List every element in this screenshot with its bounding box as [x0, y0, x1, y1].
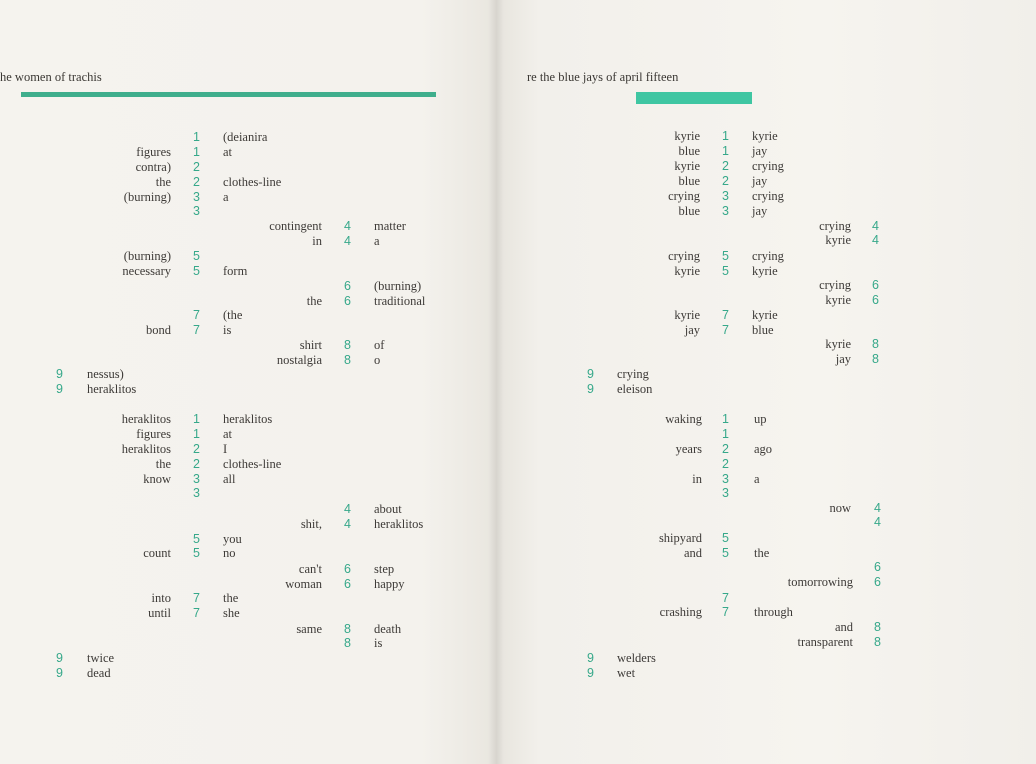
word: contra) [135, 160, 171, 174]
word: nessus) [87, 367, 124, 381]
word: kyrie [752, 264, 778, 278]
word: in [312, 234, 322, 248]
word: (deianira [223, 130, 268, 144]
line-number: 4 [344, 219, 351, 233]
line-number: 9 [56, 666, 63, 680]
word: crying [819, 278, 851, 292]
line-number: 7 [722, 323, 729, 337]
line-number: 9 [587, 382, 594, 396]
word: through [754, 605, 793, 619]
word: blue [678, 174, 700, 188]
word: the [155, 457, 171, 471]
line-number: 3 [193, 472, 200, 486]
word: kyrie [674, 308, 700, 322]
line-number: 9 [587, 651, 594, 665]
word: you [223, 532, 242, 546]
line-number: 8 [344, 636, 351, 650]
line-number: 8 [344, 353, 351, 367]
word: no [223, 546, 236, 560]
word: in [692, 472, 702, 486]
line-number: 7 [193, 323, 200, 337]
word: blue [678, 204, 700, 218]
word: jay [835, 352, 851, 366]
word: crying [819, 219, 851, 233]
word: the [754, 546, 770, 560]
word: form [223, 264, 248, 278]
word: step [374, 562, 395, 576]
line-number: 2 [722, 457, 729, 471]
line-number: 2 [193, 442, 200, 456]
word: a [754, 472, 760, 486]
word: up [754, 412, 767, 426]
line-number: 6 [872, 278, 879, 292]
word: heraklitos [121, 412, 171, 426]
line-number: 2 [722, 174, 729, 188]
right-page [496, 0, 1036, 764]
word: necessary [122, 264, 171, 278]
line-number: 1 [193, 145, 200, 159]
line-number: 5 [193, 546, 200, 560]
line-number: 5 [193, 249, 200, 263]
word: all [223, 472, 236, 486]
word: a [374, 234, 380, 248]
line-number: 4 [872, 219, 879, 233]
word: traditional [374, 294, 426, 308]
line-number: 8 [344, 338, 351, 352]
word: shirt [299, 338, 322, 352]
word: crying [668, 249, 700, 263]
right-accent-bar [636, 92, 752, 104]
line-number: 7 [193, 591, 200, 605]
word: she [223, 606, 240, 620]
word: tomorrowing [787, 575, 853, 589]
word: heraklitos [87, 382, 137, 396]
word: kyrie [825, 233, 851, 247]
word: know [143, 472, 171, 486]
word: contingent [269, 219, 322, 233]
line-number: 1 [193, 427, 200, 441]
word: jay [752, 174, 768, 188]
line-number: 9 [56, 382, 63, 396]
word: at [223, 427, 233, 441]
word: (burning) [374, 279, 422, 293]
left-page [0, 0, 496, 764]
line-number: 5 [722, 264, 729, 278]
line-number: 9 [587, 367, 594, 381]
word: figures [136, 427, 171, 441]
line-number: 2 [193, 457, 200, 471]
line-number: 6 [344, 577, 351, 591]
word: kyrie [752, 129, 778, 143]
word: (the [223, 308, 243, 322]
line-number: 9 [56, 367, 63, 381]
right-running-head: re the blue jays of april fifteen [527, 70, 679, 84]
word: figures [136, 145, 171, 159]
word: is [374, 636, 383, 650]
word: eleison [617, 382, 653, 396]
word: (burning) [123, 249, 171, 263]
line-number: 2 [722, 159, 729, 173]
word: a [223, 190, 229, 204]
word: clothes-line [223, 175, 282, 189]
line-number: 6 [874, 560, 881, 574]
line-number: 1 [193, 130, 200, 144]
word: blue [678, 144, 700, 158]
word: same [296, 622, 322, 636]
word: the [306, 294, 322, 308]
line-number: 3 [193, 190, 200, 204]
line-number: 2 [193, 160, 200, 174]
word: dead [87, 666, 111, 680]
line-number: 4 [344, 234, 351, 248]
word: wet [617, 666, 636, 680]
line-number: 4 [874, 501, 881, 515]
word: count [143, 546, 171, 560]
line-number: 1 [722, 129, 729, 143]
left-running-head: he women of trachis [0, 70, 102, 84]
line-number: 6 [344, 294, 351, 308]
line-number: 3 [722, 204, 729, 218]
word: and [834, 620, 853, 634]
line-number: 1 [722, 144, 729, 158]
line-number: 8 [872, 352, 879, 366]
line-number: 8 [344, 622, 351, 636]
line-number: 1 [722, 412, 729, 426]
word: until [148, 606, 171, 620]
word: death [374, 622, 402, 636]
word: can't [298, 562, 322, 576]
word: the [223, 591, 239, 605]
word: welders [617, 651, 656, 665]
line-number: 1 [193, 412, 200, 426]
word: shipyard [658, 531, 702, 545]
word: about [374, 502, 402, 516]
line-number: 5 [722, 531, 729, 545]
word: and [683, 546, 702, 560]
line-number: 7 [193, 308, 200, 322]
line-number: 7 [722, 605, 729, 619]
word: I [223, 442, 228, 456]
word: transparent [797, 635, 853, 649]
line-number: 3 [193, 204, 200, 218]
line-number: 4 [344, 502, 351, 516]
line-number: 5 [722, 546, 729, 560]
word: is [223, 323, 232, 337]
word: shit, [300, 517, 322, 531]
word: crying [668, 189, 700, 203]
word: kyrie [825, 337, 851, 351]
word: (burning) [123, 190, 171, 204]
line-number: 6 [344, 562, 351, 576]
word: heraklitos [374, 517, 424, 531]
word: kyrie [674, 129, 700, 143]
line-number: 1 [722, 427, 729, 441]
word: kyrie [674, 264, 700, 278]
line-number: 6 [872, 293, 879, 307]
line-number: 9 [587, 666, 594, 680]
line-number: 8 [874, 635, 881, 649]
word: waking [665, 412, 702, 426]
line-number: 8 [874, 620, 881, 634]
word: crying [752, 249, 784, 263]
line-number: 4 [872, 233, 879, 247]
word: jay [752, 204, 768, 218]
word: blue [752, 323, 774, 337]
word: crying [752, 189, 784, 203]
left-accent-bar [21, 92, 436, 97]
word: at [223, 145, 233, 159]
word: twice [87, 651, 115, 665]
line-number: 5 [722, 249, 729, 263]
word: woman [285, 577, 322, 591]
word: the [155, 175, 171, 189]
book-gutter [488, 0, 504, 764]
word: kyrie [752, 308, 778, 322]
line-number: 5 [193, 532, 200, 546]
word: matter [374, 219, 406, 233]
line-number: 7 [722, 591, 729, 605]
line-number: 5 [193, 264, 200, 278]
line-number: 6 [874, 575, 881, 589]
line-number: 4 [874, 515, 881, 529]
word: of [374, 338, 385, 352]
word: crying [752, 159, 784, 173]
line-number: 3 [722, 189, 729, 203]
word: jay [684, 323, 700, 337]
line-number: 3 [722, 472, 729, 486]
word: now [829, 501, 851, 515]
word: jay [752, 144, 768, 158]
line-number: 6 [344, 279, 351, 293]
line-number: 2 [722, 442, 729, 456]
line-number: 9 [56, 651, 63, 665]
word: crying [617, 367, 649, 381]
line-number: 8 [872, 337, 879, 351]
line-number: 3 [722, 486, 729, 500]
word: years [675, 442, 702, 456]
word: bond [146, 323, 171, 337]
word: o [374, 353, 381, 367]
line-number: 7 [722, 308, 729, 322]
word: nostalgia [276, 353, 322, 367]
word: heraklitos [121, 442, 171, 456]
word: heraklitos [223, 412, 273, 426]
word: happy [374, 577, 405, 591]
word: kyrie [674, 159, 700, 173]
word: crashing [659, 605, 702, 619]
line-number: 4 [344, 517, 351, 531]
line-number: 3 [193, 486, 200, 500]
line-number: 7 [193, 606, 200, 620]
word: into [151, 591, 171, 605]
word: clothes-line [223, 457, 282, 471]
word: ago [754, 442, 773, 456]
word: kyrie [825, 293, 851, 307]
line-number: 2 [193, 175, 200, 189]
